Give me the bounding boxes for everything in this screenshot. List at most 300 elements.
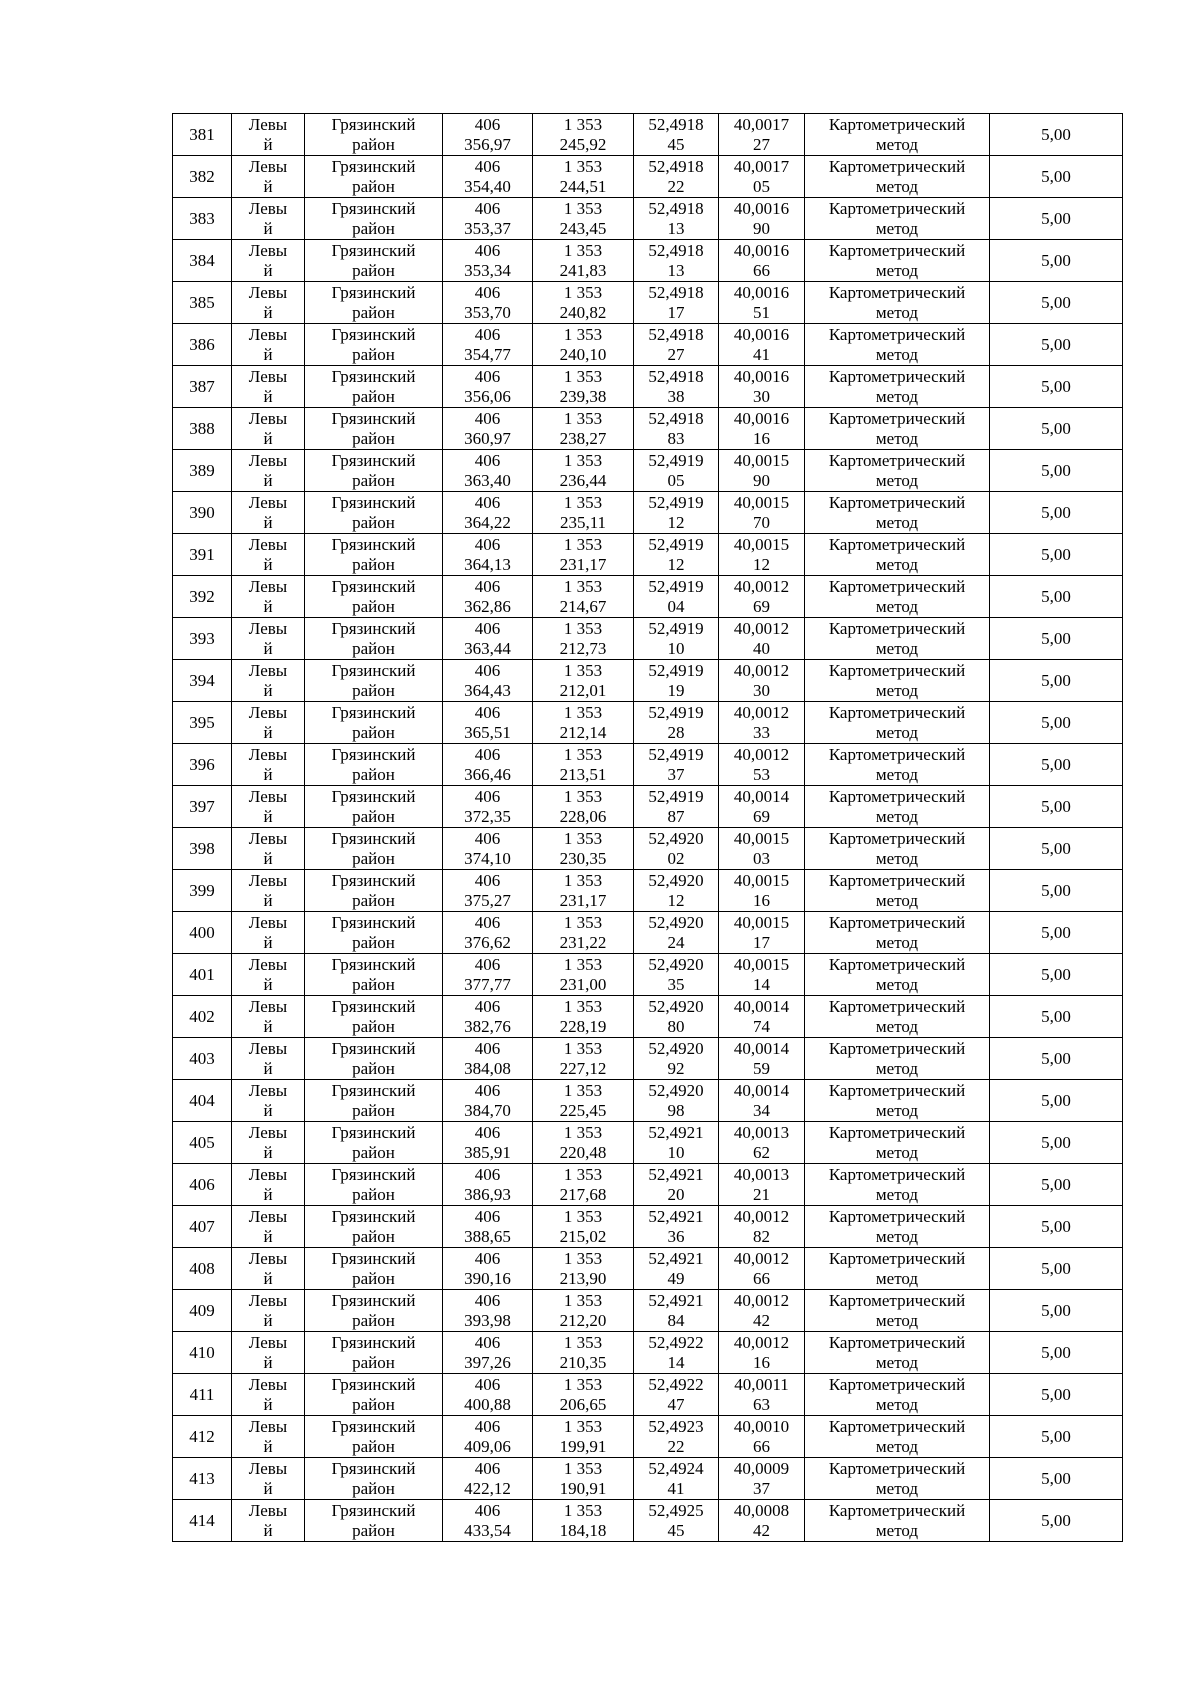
- coord-x-line: 406: [474, 1290, 501, 1310]
- bank-side-line: й: [263, 1520, 273, 1540]
- method-cell: [805, 1416, 990, 1458]
- latitude-line: 12: [667, 512, 685, 532]
- longitude-line: 41: [753, 344, 770, 364]
- point-number-cell: 398: [173, 828, 232, 870]
- coord-x-line: 406: [474, 996, 501, 1016]
- latitude-cell: [634, 1290, 719, 1332]
- district-cell: [305, 660, 443, 702]
- latitude-line: 92: [667, 1058, 685, 1078]
- longitude-line: 40,0015: [733, 954, 790, 974]
- method-cell: [805, 492, 990, 534]
- latitude-line: 52,4920: [648, 996, 704, 1016]
- accuracy-cell: 5,00: [990, 1248, 1123, 1290]
- district-cell: [305, 1290, 443, 1332]
- latitude-cell: [634, 492, 719, 534]
- latitude-line: 52,4918: [648, 408, 704, 428]
- method-cell: [805, 786, 990, 828]
- coord-x-line: 354,40: [464, 176, 511, 196]
- table-row: [173, 660, 1123, 702]
- coord-x-line: 406: [474, 870, 501, 890]
- longitude-line: 53: [753, 764, 770, 784]
- coord-x-cell: [443, 702, 533, 744]
- coord-y-cell: [533, 492, 634, 534]
- method-cell: [805, 1332, 990, 1374]
- district-cell: [305, 1080, 443, 1122]
- district-line: район: [352, 806, 395, 826]
- method-line: метод: [875, 260, 919, 280]
- method-line: Картометрический: [828, 198, 966, 218]
- method-line: Картометрический: [828, 576, 966, 596]
- district-line: район: [352, 890, 395, 910]
- bank-side-line: й: [263, 1226, 273, 1246]
- coord-y-line: 1 353: [563, 702, 603, 722]
- longitude-line: 40,0015: [733, 828, 790, 848]
- latitude-cell: [634, 1038, 719, 1080]
- method-line: Картометрический: [828, 1374, 966, 1394]
- coord-y-line: 212,01: [559, 680, 607, 700]
- longitude-line: 59: [753, 1058, 770, 1078]
- method-line: Картометрический: [828, 702, 966, 722]
- coord-y-line: 1 353: [563, 114, 603, 134]
- bank-side-cell: [232, 702, 305, 744]
- longitude-line: 40,0015: [733, 492, 790, 512]
- district-line: Грязинский: [331, 1080, 416, 1100]
- longitude-cell: [719, 366, 805, 408]
- coord-y-cell: [533, 1122, 634, 1164]
- longitude-line: 69: [753, 596, 770, 616]
- district-line: район: [352, 512, 395, 532]
- method-line: Картометрический: [828, 534, 966, 554]
- district-cell: [305, 1500, 443, 1542]
- longitude-line: 40,0014: [733, 1080, 790, 1100]
- coord-y-line: 1 353: [563, 408, 603, 428]
- coord-y-line: 236,44: [559, 470, 607, 490]
- table-row: [173, 954, 1123, 996]
- latitude-line: 52,4921: [648, 1164, 704, 1184]
- longitude-cell: [719, 198, 805, 240]
- district-line: Грязинский: [331, 1206, 416, 1226]
- table-row: [173, 786, 1123, 828]
- district-line: Грязинский: [331, 240, 416, 260]
- longitude-line: 40,0015: [733, 870, 790, 890]
- point-number-cell: 413: [173, 1458, 232, 1500]
- bank-side-line: й: [263, 1310, 273, 1330]
- coord-x-cell: [443, 240, 533, 282]
- method-line: Картометрический: [828, 744, 966, 764]
- latitude-line: 98: [667, 1100, 685, 1120]
- coordinates-table: [172, 113, 1123, 1542]
- latitude-line: 80: [667, 1016, 685, 1036]
- latitude-cell: [634, 702, 719, 744]
- method-line: метод: [875, 848, 919, 868]
- method-line: Картометрический: [828, 786, 966, 806]
- method-line: метод: [875, 176, 919, 196]
- district-line: Грязинский: [331, 618, 416, 638]
- coord-x-cell: [443, 576, 533, 618]
- latitude-line: 52,4920: [648, 1080, 704, 1100]
- coord-y-cell: [533, 450, 634, 492]
- coord-y-line: 243,45: [559, 218, 607, 238]
- method-cell: [805, 450, 990, 492]
- method-line: Картометрический: [828, 912, 966, 932]
- coord-y-line: 240,82: [559, 302, 607, 322]
- table-row: [173, 1332, 1123, 1374]
- longitude-line: 40,0013: [733, 1164, 790, 1184]
- point-number-cell: 389: [173, 450, 232, 492]
- coord-y-line: 214,67: [559, 596, 607, 616]
- bank-side-cell: [232, 366, 305, 408]
- table-row: [173, 282, 1123, 324]
- district-cell: [305, 1332, 443, 1374]
- coord-y-line: 1 353: [563, 996, 603, 1016]
- district-line: район: [352, 470, 395, 490]
- table-row: [173, 324, 1123, 366]
- table-row: [173, 576, 1123, 618]
- method-line: Картометрический: [828, 1290, 966, 1310]
- coord-x-line: 360,97: [464, 428, 511, 448]
- latitude-line: 12: [667, 890, 685, 910]
- district-cell: [305, 870, 443, 912]
- district-cell: [305, 282, 443, 324]
- coord-x-cell: [443, 828, 533, 870]
- coord-x-line: 400,88: [464, 1394, 511, 1414]
- method-cell: [805, 366, 990, 408]
- bank-side-cell: [232, 1374, 305, 1416]
- latitude-line: 52,4919: [648, 660, 704, 680]
- point-number-cell: 395: [173, 702, 232, 744]
- accuracy-cell: 5,00: [990, 954, 1123, 996]
- longitude-line: 66: [753, 260, 770, 280]
- point-number-cell: 411: [173, 1374, 232, 1416]
- district-cell: [305, 1374, 443, 1416]
- district-line: район: [352, 974, 395, 994]
- accuracy-cell: 5,00: [990, 1164, 1123, 1206]
- latitude-cell: [634, 744, 719, 786]
- latitude-cell: [634, 912, 719, 954]
- latitude-line: 49: [667, 1268, 685, 1288]
- coord-x-line: 385,91: [464, 1142, 511, 1162]
- method-cell: [805, 1080, 990, 1122]
- coord-y-cell: [533, 576, 634, 618]
- coord-x-line: 406: [474, 408, 501, 428]
- coord-y-line: 1 353: [563, 240, 603, 260]
- district-line: Грязинский: [331, 1416, 416, 1436]
- coord-x-line: 422,12: [464, 1478, 511, 1498]
- accuracy-cell: 5,00: [990, 744, 1123, 786]
- longitude-line: 40,0015: [733, 534, 790, 554]
- latitude-line: 20: [667, 1184, 685, 1204]
- district-line: Грязинский: [331, 996, 416, 1016]
- coord-y-cell: [533, 744, 634, 786]
- coord-x-line: 406: [474, 912, 501, 932]
- bank-side-line: й: [263, 932, 273, 952]
- bank-side-line: й: [263, 1142, 273, 1162]
- coord-y-cell: [533, 282, 634, 324]
- longitude-line: 40: [753, 638, 770, 658]
- method-line: метод: [875, 596, 919, 616]
- point-number-cell: 399: [173, 870, 232, 912]
- coord-x-cell: [443, 660, 533, 702]
- coord-x-line: 406: [474, 660, 501, 680]
- longitude-cell: [719, 1290, 805, 1332]
- longitude-line: 63: [753, 1394, 770, 1414]
- coord-x-line: 406: [474, 114, 501, 134]
- district-line: район: [352, 596, 395, 616]
- accuracy-cell: 5,00: [990, 786, 1123, 828]
- bank-side-line: Левы: [248, 996, 288, 1016]
- coord-x-cell: [443, 1458, 533, 1500]
- district-cell: [305, 996, 443, 1038]
- latitude-line: 52,4920: [648, 828, 704, 848]
- longitude-line: 03: [753, 848, 770, 868]
- bank-side-line: Левы: [248, 912, 288, 932]
- coord-x-cell: [443, 870, 533, 912]
- coord-x-line: 406: [474, 1500, 501, 1520]
- accuracy-cell: 5,00: [990, 1080, 1123, 1122]
- coord-x-line: 406: [474, 1122, 501, 1142]
- accuracy-cell: 5,00: [990, 1500, 1123, 1542]
- latitude-line: 04: [667, 596, 685, 616]
- point-number-cell: 390: [173, 492, 232, 534]
- longitude-line: 66: [753, 1268, 770, 1288]
- district-cell: [305, 366, 443, 408]
- latitude-line: 52,4922: [648, 1374, 704, 1394]
- coord-y-line: 225,45: [559, 1100, 607, 1120]
- bank-side-line: й: [263, 218, 273, 238]
- coord-y-cell: [533, 1248, 634, 1290]
- coord-x-line: 382,76: [464, 1016, 511, 1036]
- method-line: Картометрический: [828, 1164, 966, 1184]
- district-line: Грязинский: [331, 1290, 416, 1310]
- longitude-line: 40,0012: [733, 1206, 790, 1226]
- longitude-line: 40,0015: [733, 912, 790, 932]
- bank-side-line: й: [263, 302, 273, 322]
- bank-side-line: Левы: [248, 828, 288, 848]
- coord-y-line: 1 353: [563, 786, 603, 806]
- accuracy-cell: 5,00: [990, 828, 1123, 870]
- method-line: Картометрический: [828, 492, 966, 512]
- longitude-cell: [719, 870, 805, 912]
- method-line: метод: [875, 470, 919, 490]
- coord-x-line: 406: [474, 1206, 501, 1226]
- district-cell: [305, 786, 443, 828]
- point-number-cell: 387: [173, 366, 232, 408]
- latitude-line: 14: [667, 1352, 685, 1372]
- table-row: [173, 240, 1123, 282]
- latitude-cell: [634, 198, 719, 240]
- longitude-line: 33: [753, 722, 770, 742]
- accuracy-cell: 5,00: [990, 1206, 1123, 1248]
- bank-side-line: Левы: [248, 198, 288, 218]
- latitude-line: 52,4918: [648, 282, 704, 302]
- bank-side-line: Левы: [248, 744, 288, 764]
- district-cell: [305, 534, 443, 576]
- point-number-cell: 403: [173, 1038, 232, 1080]
- district-line: район: [352, 386, 395, 406]
- bank-side-line: Левы: [248, 240, 288, 260]
- district-cell: [305, 1458, 443, 1500]
- accuracy-cell: 5,00: [990, 1122, 1123, 1164]
- coord-x-line: 406: [474, 1458, 501, 1478]
- district-cell: [305, 324, 443, 366]
- coord-x-cell: [443, 996, 533, 1038]
- table-row: [173, 1122, 1123, 1164]
- accuracy-cell: 5,00: [990, 198, 1123, 240]
- district-line: район: [352, 1352, 395, 1372]
- table-row: [173, 618, 1123, 660]
- latitude-line: 45: [667, 1520, 685, 1540]
- bank-side-cell: [232, 1248, 305, 1290]
- bank-side-cell: [232, 618, 305, 660]
- coord-y-cell: [533, 912, 634, 954]
- latitude-line: 24: [667, 932, 685, 952]
- method-cell: [805, 744, 990, 786]
- bank-side-line: й: [263, 176, 273, 196]
- latitude-cell: [634, 786, 719, 828]
- method-line: Картометрический: [828, 1248, 966, 1268]
- accuracy-cell: 5,00: [990, 1332, 1123, 1374]
- district-line: район: [352, 1394, 395, 1414]
- coord-x-line: 375,27: [464, 890, 511, 910]
- coord-x-line: 353,34: [464, 260, 511, 280]
- coord-x-line: 406: [474, 618, 501, 638]
- district-line: район: [352, 1100, 395, 1120]
- longitude-line: 12: [753, 554, 770, 574]
- method-line: метод: [875, 722, 919, 742]
- latitude-line: 10: [667, 1142, 685, 1162]
- district-line: район: [352, 1520, 395, 1540]
- coord-x-line: 406: [474, 198, 501, 218]
- bank-side-line: й: [263, 344, 273, 364]
- bank-side-line: й: [263, 1016, 273, 1036]
- bank-side-line: Левы: [248, 408, 288, 428]
- coord-y-line: 215,02: [559, 1226, 607, 1246]
- latitude-line: 52,4921: [648, 1248, 704, 1268]
- table-row: [173, 156, 1123, 198]
- method-cell: [805, 618, 990, 660]
- district-line: район: [352, 722, 395, 742]
- method-cell: [805, 828, 990, 870]
- coord-y-line: 1 353: [563, 1500, 603, 1520]
- coord-y-line: 1 353: [563, 1416, 603, 1436]
- coord-y-line: 190,91: [559, 1478, 607, 1498]
- bank-side-line: Левы: [248, 1080, 288, 1100]
- coord-x-line: 406: [474, 744, 501, 764]
- accuracy-cell: 5,00: [990, 996, 1123, 1038]
- longitude-cell: [719, 534, 805, 576]
- bank-side-line: Левы: [248, 492, 288, 512]
- accuracy-cell: 5,00: [990, 1290, 1123, 1332]
- bank-side-line: й: [263, 596, 273, 616]
- district-line: Грязинский: [331, 576, 416, 596]
- method-cell: [805, 240, 990, 282]
- bank-side-line: й: [263, 848, 273, 868]
- coord-y-line: 1 353: [563, 1122, 603, 1142]
- latitude-line: 02: [667, 848, 685, 868]
- latitude-cell: [634, 1332, 719, 1374]
- coord-y-line: 231,22: [559, 932, 607, 952]
- point-number-cell: 405: [173, 1122, 232, 1164]
- coord-x-line: 406: [474, 1164, 501, 1184]
- bank-side-cell: [232, 492, 305, 534]
- coord-y-cell: [533, 954, 634, 996]
- bank-side-cell: [232, 450, 305, 492]
- district-line: Грязинский: [331, 450, 416, 470]
- coord-y-cell: [533, 786, 634, 828]
- longitude-line: 40,0016: [733, 366, 790, 386]
- method-line: Картометрический: [828, 660, 966, 680]
- method-cell: [805, 534, 990, 576]
- district-line: Грязинский: [331, 282, 416, 302]
- coord-x-cell: [443, 912, 533, 954]
- latitude-cell: [634, 1500, 719, 1542]
- bank-side-line: Левы: [248, 870, 288, 890]
- coord-x-line: 353,37: [464, 218, 511, 238]
- coord-y-line: 1 353: [563, 282, 603, 302]
- longitude-line: 40,0017: [733, 114, 790, 134]
- latitude-line: 52,4918: [648, 324, 704, 344]
- coord-x-cell: [443, 1332, 533, 1374]
- table-row: [173, 1416, 1123, 1458]
- accuracy-cell: 5,00: [990, 870, 1123, 912]
- latitude-line: 52,4920: [648, 1038, 704, 1058]
- district-line: район: [352, 1310, 395, 1330]
- longitude-line: 40,0008: [733, 1500, 790, 1520]
- district-line: Грязинский: [331, 1332, 416, 1352]
- latitude-line: 52,4923: [648, 1416, 704, 1436]
- coord-x-line: 406: [474, 366, 501, 386]
- table-row: [173, 744, 1123, 786]
- longitude-line: 40,0012: [733, 702, 790, 722]
- table-row: [173, 366, 1123, 408]
- coord-x-line: 377,77: [464, 974, 511, 994]
- coord-x-line: 365,51: [464, 722, 511, 742]
- coord-x-cell: [443, 1080, 533, 1122]
- latitude-line: 52,4918: [648, 114, 704, 134]
- coord-y-line: 244,51: [559, 176, 607, 196]
- table-row: [173, 1458, 1123, 1500]
- bank-side-line: й: [263, 512, 273, 532]
- latitude-line: 13: [667, 260, 685, 280]
- bank-side-cell: [232, 744, 305, 786]
- coord-x-line: 393,98: [464, 1310, 511, 1330]
- coord-y-line: 1 353: [563, 828, 603, 848]
- method-line: метод: [875, 1100, 919, 1120]
- coord-x-line: 363,44: [464, 638, 511, 658]
- latitude-cell: [634, 660, 719, 702]
- bank-side-line: Левы: [248, 1038, 288, 1058]
- method-line: метод: [875, 932, 919, 952]
- coord-y-line: 1 353: [563, 1374, 603, 1394]
- accuracy-cell: 5,00: [990, 282, 1123, 324]
- method-cell: [805, 1500, 990, 1542]
- coord-x-line: 406: [474, 1248, 501, 1268]
- point-number-cell: 381: [173, 114, 232, 156]
- coord-y-line: 213,51: [559, 764, 607, 784]
- method-cell: [805, 912, 990, 954]
- table-row: [173, 1164, 1123, 1206]
- district-line: район: [352, 554, 395, 574]
- coord-y-line: 1 353: [563, 1038, 603, 1058]
- district-line: Грязинский: [331, 366, 416, 386]
- longitude-cell: [719, 240, 805, 282]
- method-line: метод: [875, 218, 919, 238]
- coord-y-cell: [533, 366, 634, 408]
- coord-x-cell: [443, 198, 533, 240]
- method-line: Картометрический: [828, 954, 966, 974]
- method-line: Картометрический: [828, 828, 966, 848]
- longitude-line: 40,0016: [733, 198, 790, 218]
